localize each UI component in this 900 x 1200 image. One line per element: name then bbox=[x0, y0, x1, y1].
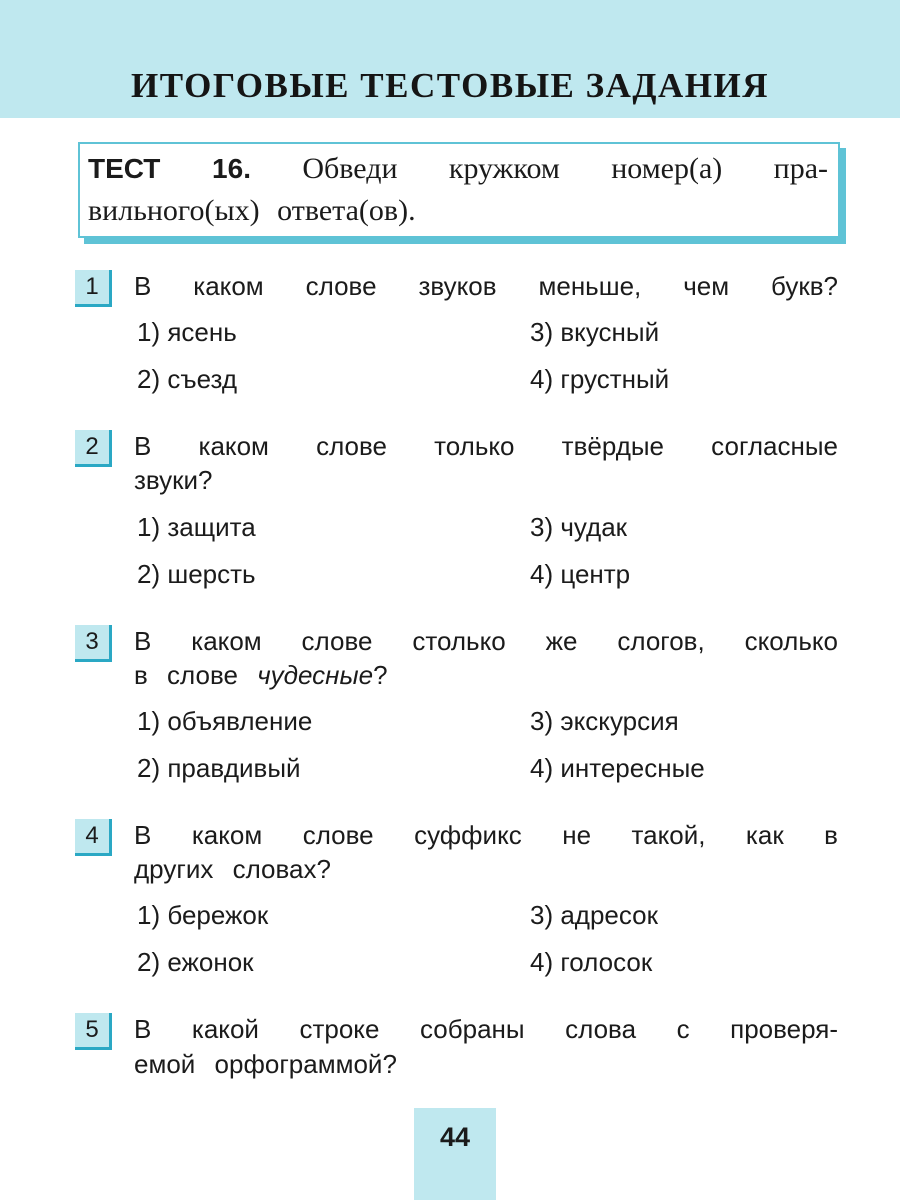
test-instruction-box bbox=[78, 142, 840, 238]
question-4-option-1: 1) бережок bbox=[137, 900, 269, 930]
question-2-option-1: 1) защита bbox=[137, 512, 256, 542]
question-2-text-line-1: В каком слове только твёрдые согласные bbox=[134, 431, 838, 461]
question-3-option-4: 4) интересные bbox=[530, 753, 705, 783]
question-3-italic-word: чудесные bbox=[257, 660, 374, 690]
question-1-option-3: 3) вкусный bbox=[530, 317, 660, 347]
page-number: 44 bbox=[439, 1122, 471, 1152]
page-title: ИТОГОВЫЕ ТЕСТОВЫЕ ЗАДАНИЯ bbox=[131, 66, 769, 105]
question-4-text-line-1: В каком слове суффикс не такой, как в bbox=[134, 820, 838, 850]
question-number-3: 3 bbox=[75, 625, 112, 662]
question-3-suffix: ? bbox=[373, 660, 388, 690]
question-2-text-line-2: звуки? bbox=[134, 465, 213, 495]
page-number-tab bbox=[414, 1108, 496, 1200]
question-number-4: 4 bbox=[75, 819, 112, 856]
question-4-option-3: 3) адресок bbox=[530, 900, 659, 930]
question-3-option-2: 2) правдивый bbox=[137, 753, 301, 783]
question-1-option-1: 1) ясень bbox=[137, 317, 237, 347]
question-number-1: 1 bbox=[75, 270, 112, 307]
question-3-text-line-2 bbox=[134, 660, 838, 692]
question-1-option-2: 2) съезд bbox=[137, 364, 238, 394]
question-2-option-2: 2) шерсть bbox=[137, 559, 256, 589]
test-instruction-line-1 bbox=[88, 152, 828, 192]
question-2-option-4: 4) центр bbox=[530, 559, 631, 589]
question-4-option-4: 4) голосок bbox=[530, 947, 653, 977]
question-3-option-1: 1) объявление bbox=[137, 706, 313, 736]
question-3-prefix: в слове bbox=[134, 660, 238, 690]
question-5-text-line-2: емой орфограммой? bbox=[134, 1049, 397, 1079]
question-3-option-3: 3) экскурсия bbox=[530, 706, 679, 736]
question-3-text-line-1: В каком слове столько же слогов, сколько bbox=[134, 626, 838, 656]
question-4-option-2: 2) ежонок bbox=[137, 947, 254, 977]
test-instruction-text-1: Обведи кружком номер(а) пра- bbox=[302, 152, 829, 185]
question-4-text-line-2: других словах? bbox=[134, 854, 331, 884]
question-2-option-3: 3) чудак bbox=[530, 512, 628, 542]
question-1-option-4: 4) грустный bbox=[530, 364, 670, 394]
question-number-5: 5 bbox=[75, 1013, 112, 1050]
question-number-2: 2 bbox=[75, 430, 112, 467]
question-5-text-line-1: В какой строке собраны слова с проверя- bbox=[134, 1014, 838, 1044]
question-1-text: В каком слове звуков меньше, чем букв? bbox=[134, 271, 838, 301]
test-label: ТЕСТ 16. bbox=[88, 153, 251, 184]
test-instruction-line-2: вильного(ых) ответа(ов). bbox=[88, 194, 416, 227]
